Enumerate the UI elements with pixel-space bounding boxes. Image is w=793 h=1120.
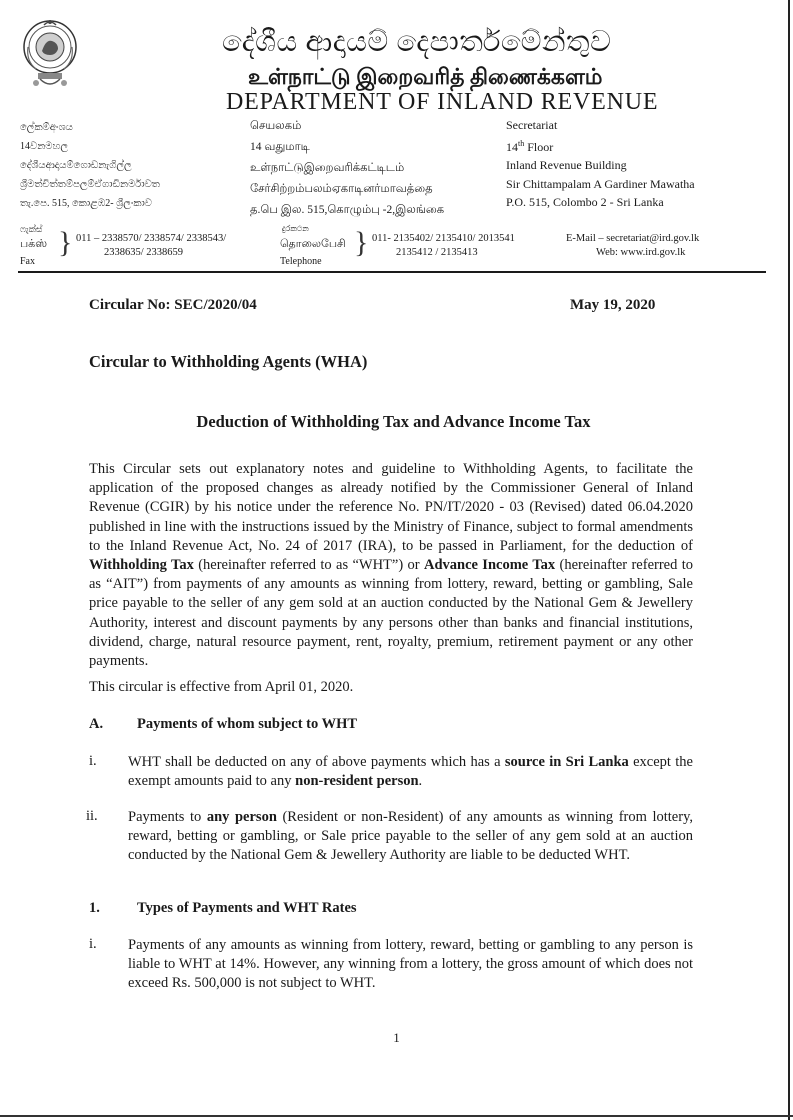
text-run: . [418,773,423,790]
list-item-number: i. [89,753,97,769]
effective-date-paragraph: This circular is effective from April 01, 2020. [89,679,354,695]
email-address: E-Mail – secretariat@ird.gov.lk [566,233,700,244]
address-line: ලේකම්අංශය [20,122,73,133]
address-line: තැ.පෙ. 515, කොළඹ2- ශ්‍රීලංකාව [20,198,152,209]
fax-label-sinhala: ෆැක්ස් [20,224,43,234]
text-run: (hereinafter referred to as “WHT”) or [193,557,424,574]
address-line: Sir Chittampalam A Gardiner Mawatha [506,176,695,191]
address-line: உள்நாட்டுஇறைவரிக்கட்டிடம் [250,162,405,174]
telephone-numbers-line2: 2135412 / 2135413 [396,247,478,258]
text-run: except the exempt amounts paid to any [128,754,693,790]
address-line: 14වනමහල [20,141,68,152]
fax-numbers-line2: 2338635/ 2338659 [104,247,184,258]
fax-brace: } [58,226,73,259]
fax-label-english: Fax [20,256,35,267]
bold-text: Withholding Tax [89,557,194,574]
list-item [128,753,693,791]
website-address: Web: www.ird.gov.lk [596,247,686,258]
header-divider [18,271,766,273]
address-line: Secretariat [506,118,558,132]
fax-numbers-line1: 011 – 2338570/ 2338574/ 2338543/ [76,233,227,244]
fax-label-tamil: பக்ஸ் [20,238,48,250]
address-line: P.O. 515, Colombo 2 - Sri Lanka [506,195,664,209]
text-run: (hereinafter referred to as “AIT”) from payments of any amounts as winning from lottery, reward, betting or gambling, Sale price payable to the seller of any gem sold at an auction conducted by the National Gem & Jewellery Authority, interest and discount payments by any persons other than banks and financial institutions, dividend, charge, natural resource payment, rent, royalty, premium, retirement payment or any other payments. [89,557,693,670]
bold-text: Advance Income Tax [423,557,556,574]
bold-text: any person [206,809,277,825]
intro-paragraph [89,460,693,671]
title-sinhala: දේශීය ආදායම් දෙපාර්තමේන්තුව [222,26,612,58]
address-line: ශ්‍රීමත්චිත්තම්පලම්ඒගාඩිනර්මාවත [20,179,160,190]
bold-text: non-resident person [295,773,419,790]
page-edge-bottom [0,1115,793,1117]
telephone-label-tamil: தொலைபேசி [280,238,346,250]
bold-text: source in Sri Lanka [504,754,629,770]
address-sinhala [20,118,160,213]
address-line: දේශීයආදායම්ගොඩනැගිල්ල [20,160,132,171]
telephone-brace: } [354,226,369,259]
page-number: 1 [393,1030,400,1045]
section-a-label: A. [89,716,104,732]
list-item: Payments of any amounts as winning from lottery, reward, betting or gambling to any person is liable to WHT at 14%. However, any winning from a lottery, the gross amount of which does not exceed Rs. 500,000 is not subject to WHT. [128,937,693,992]
text-run: Payments to [128,809,207,825]
telephone-label-sinhala: දුරකථන [282,224,309,233]
list-item-number: i. [89,936,97,952]
section-a-title: Payments of whom subject to WHT [137,716,358,732]
address-line: 14 வதுமாடி [250,141,310,153]
address-line: செயலகம் [250,120,302,132]
sri-lanka-emblem-icon [22,17,78,91]
text-run: This Circular sets out explanatory notes and guideline to Withholding Agents, to facilitate the application of the proposed changes as already notified by the Commissioner General of Inland Revenue (CGIR) by his notice under the reference No. PN/IT/2020 - 03 (Revised) dated 06.04.2020 published in line with the instructions issued by the Ministry of Finance, subject to formal amendments to the Inland Revenue Act, No. 24 of 2017 (IRA), to be passed in Parliament, for the deduction of [89,461,693,554]
title-english: DEPARTMENT OF INLAND REVENUE [226,89,659,115]
telephone-label-english: Telephone [280,256,322,267]
list-item-number: ii. [86,808,98,824]
address-english [506,116,695,212]
title-tamil: உள்நாட்டு இறைவரித் திணைக்களம் [248,64,603,89]
telephone-numbers-line1: 011- 2135402/ 2135410/ 2013541 [372,233,515,244]
circular-addressee: Circular to Withholding Agents (WHA) [89,352,368,371]
section-1-title: Types of Payments and WHT Rates [137,900,357,916]
address-line: 14th Floor [506,138,554,154]
text-run: (Resident or non-Resident) of any amounts as winning from lottery, reward, betting or gambling, or Sale price payable to the seller of any gem sold at an auction conducted by the National Gem & Jewellery Authority are liable to be deducted WHT. [128,809,693,864]
circular-subject-text: Deduction of Withholding Tax and Advance Income Tax [196,412,591,431]
page-edge-right [788,0,790,1120]
address-line: Inland Revenue Building [506,158,627,172]
section-1-label: 1. [89,900,100,916]
circular-subject [0,412,793,432]
address-tamil [250,116,444,221]
circular-date: May 19, 2020 [570,297,656,313]
text-run: WHT shall be deducted on any of above payments which has a [128,754,505,770]
list-item [128,808,693,866]
address-line: த.பெ இல. 515,கொழும்பு -2,இலங்கை [250,204,445,216]
circular-number: Circular No: SEC/2020/04 [89,297,257,313]
address-line: சேர்சிற்றம்பலம்ஏகாடினர்மாவத்தை [250,183,433,195]
